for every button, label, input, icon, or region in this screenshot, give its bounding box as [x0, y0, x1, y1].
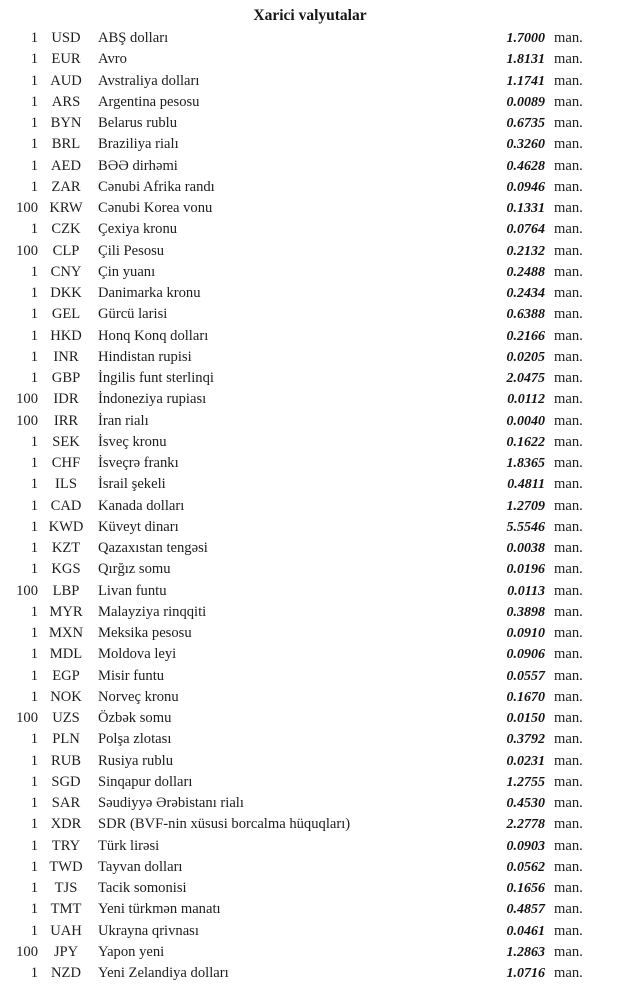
currency-name-cell: Sinqapur dolları	[98, 773, 193, 790]
rate-row	[0, 857, 620, 878]
rate-row	[0, 92, 620, 113]
quantity-cell: 1	[30, 858, 38, 875]
rate-value-cell: 0.0038	[506, 541, 545, 556]
currency-name-cell: Gürcü larisi	[98, 306, 168, 323]
unit-cell: man.	[554, 391, 583, 408]
currency-code-cell: USD	[51, 30, 81, 46]
currency-code-cell: UZS	[52, 710, 80, 726]
currency-code-cell: ILS	[55, 476, 77, 493]
rate-value-cell: 0.0196	[506, 562, 545, 578]
rate-value-cell: 0.0764	[506, 222, 545, 238]
quantity-cell: 1	[30, 880, 38, 896]
currency-name-cell: Çili Pesosu	[98, 242, 165, 259]
currency-name-cell: Braziliya rialı	[98, 136, 179, 153]
rate-value-cell: 1.2863	[506, 944, 545, 960]
quantity-cell: 1	[30, 51, 38, 68]
unit-cell: man.	[554, 901, 583, 918]
rate-value-cell: 5.5546	[506, 519, 545, 535]
currency-code-cell: BRL	[51, 136, 81, 153]
unit-cell: man.	[554, 667, 583, 684]
currency-code-cell: CHF	[51, 455, 81, 471]
unit-cell: man.	[554, 518, 583, 535]
quantity-cell: 1	[30, 816, 38, 833]
unit-cell: man.	[554, 306, 583, 323]
currency-name-cell: Misir funtu	[98, 667, 165, 684]
currency-code-cell: TWD	[49, 858, 83, 875]
currency-name-cell: İran rialı	[98, 412, 149, 429]
quantity-cell: 1	[30, 646, 38, 663]
currency-code-cell: JPY	[53, 943, 79, 960]
currency-code-cell: TJS	[54, 880, 78, 896]
currency-code-cell: SGD	[51, 773, 81, 790]
quantity-cell: 1	[30, 178, 38, 195]
currency-code-cell: AED	[51, 157, 81, 174]
rate-value-cell: 0.4530	[506, 796, 545, 811]
rate-row	[0, 347, 620, 368]
rate-row	[0, 878, 620, 899]
currency-name-cell: Qazaxıstan tengəsi	[98, 540, 208, 556]
rate-value-cell: 0.1656	[506, 881, 545, 896]
quantity-cell: 1	[30, 285, 38, 301]
currency-code-cell: DKK	[50, 285, 82, 301]
currency-name-cell: Türk lirəsi	[98, 837, 160, 854]
rate-row	[0, 517, 620, 538]
currency-name-cell: Özbək somu	[98, 710, 172, 726]
rate-value-cell: 0.1670	[506, 689, 545, 705]
unit-cell: man.	[554, 561, 583, 578]
quantity-cell: 1	[30, 603, 38, 620]
rates-table	[0, 28, 620, 984]
currency-code-cell: EGP	[52, 667, 80, 684]
unit-cell: man.	[554, 412, 583, 429]
rate-value-cell: 1.8131	[506, 52, 545, 68]
quantity-cell: 1	[30, 497, 38, 514]
currency-name-cell: Cənubi Korea vonu	[98, 200, 213, 216]
currency-name-cell: Polşa zlotası	[98, 731, 172, 748]
quantity-cell: 1	[30, 901, 38, 918]
unit-cell: man.	[554, 263, 583, 280]
currency-name-cell: Tacik somonisi	[98, 880, 187, 896]
quantity-cell: 1	[30, 370, 38, 386]
quantity-cell: 1	[30, 625, 38, 641]
unit-cell: man.	[554, 965, 583, 981]
quantity-cell: 1	[30, 688, 38, 705]
rate-value-cell: 0.0562	[506, 859, 545, 875]
rate-row	[0, 389, 620, 410]
quantity-cell: 1	[30, 540, 38, 556]
currency-code-cell: KRW	[49, 200, 83, 216]
unit-cell: man.	[554, 646, 583, 663]
currency-code-cell: CZK	[51, 221, 81, 238]
unit-cell: man.	[554, 433, 583, 450]
rate-row	[0, 432, 620, 453]
currency-name-cell: Kanada dolları	[98, 497, 185, 514]
unit-cell: man.	[554, 72, 583, 89]
unit-cell: man.	[554, 455, 583, 471]
currency-name-cell: Malayziya rinqqiti	[98, 603, 207, 620]
quantity-cell: 100	[16, 200, 38, 216]
rate-value-cell: 0.0557	[506, 668, 545, 684]
quantity-cell: 1	[30, 752, 38, 769]
rate-value-cell: 0.6388	[506, 307, 545, 323]
quantity-cell: 1	[30, 795, 38, 811]
rate-row	[0, 623, 620, 644]
currency-name-cell: Avro	[98, 51, 127, 68]
unit-cell: man.	[554, 625, 583, 641]
currency-code-cell: IDR	[53, 391, 79, 408]
currency-name-cell: İsveçrə frankı	[98, 455, 179, 471]
quantity-cell: 1	[30, 476, 38, 493]
page-title: Xarici valyutalar	[253, 7, 367, 24]
currency-code-cell: TMT	[50, 901, 82, 918]
rate-value-cell: 1.1741	[506, 73, 545, 89]
rate-row	[0, 942, 620, 963]
currency-name-cell: ABŞ dolları	[98, 30, 169, 46]
rate-value-cell: 0.6735	[506, 116, 545, 131]
quantity-cell: 1	[30, 731, 38, 748]
currency-code-cell: CNY	[50, 263, 82, 280]
unit-cell: man.	[554, 370, 583, 386]
quantity-cell: 1	[30, 773, 38, 790]
rate-value-cell: 0.0461	[506, 923, 545, 939]
rate-value-cell: 0.2132	[506, 243, 545, 259]
rate-value-cell: 0.0112	[507, 392, 545, 408]
quantity-cell: 1	[30, 327, 38, 344]
currency-name-cell: Səudiyyə Ərəbistanı rialı	[98, 795, 244, 811]
rate-row	[0, 496, 620, 517]
currency-code-cell: GEL	[51, 306, 81, 323]
currency-name-cell: Çin yuanı	[98, 263, 156, 280]
currency-name-cell: Rusiya rublu	[98, 752, 173, 769]
quantity-cell: 1	[30, 965, 38, 981]
rate-value-cell: 0.4811	[507, 477, 545, 493]
currency-code-cell: HKD	[50, 327, 82, 344]
unit-cell: man.	[554, 242, 583, 259]
unit-cell: man.	[554, 115, 583, 131]
unit-cell: man.	[554, 880, 583, 896]
currency-code-cell: AUD	[50, 72, 82, 89]
rate-value-cell: 0.1331	[506, 201, 545, 216]
currency-name-cell: Livan funtu	[98, 582, 167, 599]
currency-name-cell: Belarus rublu	[98, 115, 178, 131]
rate-row	[0, 219, 620, 240]
rate-value-cell: 0.0910	[506, 626, 545, 641]
unit-cell: man.	[554, 327, 583, 344]
unit-cell: man.	[554, 497, 583, 514]
currency-code-cell: NZD	[51, 965, 81, 981]
quantity-cell: 1	[30, 348, 38, 365]
rate-row	[0, 134, 620, 155]
rate-row	[0, 28, 620, 49]
rate-row	[0, 411, 620, 432]
rate-row	[0, 71, 620, 92]
rate-value-cell: 0.3898	[506, 604, 545, 620]
currency-code-cell: NOK	[50, 688, 82, 705]
quantity-cell: 1	[30, 433, 38, 450]
rate-value-cell: 2.2778	[506, 817, 545, 833]
quantity-cell: 1	[30, 306, 38, 323]
rate-row	[0, 326, 620, 347]
currency-code-cell: INR	[53, 348, 79, 365]
quantity-cell: 1	[30, 263, 38, 280]
currency-name-cell: Qırğız somu	[98, 561, 171, 578]
rate-value-cell: 0.3792	[506, 732, 545, 748]
rate-row	[0, 368, 620, 389]
quantity-cell: 1	[30, 72, 38, 89]
quantity-cell: 1	[30, 221, 38, 238]
currency-code-cell: CAD	[50, 497, 82, 514]
unit-cell: man.	[554, 858, 583, 875]
quantity-cell: 1	[30, 455, 38, 471]
rate-row	[0, 687, 620, 708]
quantity-cell: 1	[30, 837, 38, 854]
currency-name-cell: SDR (BVF-nin xüsusi borcalma hüquqları)	[98, 816, 351, 833]
unit-cell: man.	[554, 285, 583, 301]
rate-value-cell: 0.2434	[506, 286, 545, 301]
rate-row	[0, 729, 620, 750]
rate-row	[0, 241, 620, 262]
rate-row	[0, 644, 620, 665]
quantity-cell: 1	[30, 30, 38, 46]
unit-cell: man.	[554, 93, 583, 110]
rate-value-cell: 0.0113	[507, 583, 545, 599]
quantity-cell: 1	[30, 667, 38, 684]
quantity-cell: 1	[30, 93, 38, 110]
quantity-cell: 100	[16, 943, 38, 960]
currency-code-cell: MYR	[49, 603, 83, 620]
unit-cell: man.	[554, 922, 583, 939]
rate-value-cell: 0.0089	[506, 94, 545, 110]
currency-code-cell: RUB	[50, 752, 81, 769]
currency-code-cell: PLN	[52, 731, 80, 748]
rate-row	[0, 177, 620, 198]
unit-cell: man.	[554, 795, 583, 811]
rate-row	[0, 453, 620, 474]
currency-code-cell: MXN	[48, 625, 84, 641]
rate-row	[0, 708, 620, 729]
unit-cell: man.	[554, 51, 583, 68]
currency-code-cell: UAH	[50, 922, 82, 939]
currency-name-cell: Norveç kronu	[98, 688, 179, 705]
quantity-cell: 1	[30, 518, 38, 535]
unit-cell: man.	[554, 816, 583, 833]
rate-value-cell: 0.0946	[506, 179, 545, 195]
rate-row	[0, 304, 620, 325]
rate-row	[0, 198, 620, 219]
currency-name-cell: Cənubi Afrika randı	[98, 178, 215, 195]
unit-cell: man.	[554, 136, 583, 153]
rate-value-cell: 0.0150	[506, 711, 545, 726]
unit-cell: man.	[554, 582, 583, 599]
unit-cell: man.	[554, 476, 583, 493]
currency-code-cell: XDR	[50, 816, 82, 833]
currency-code-cell: SEK	[52, 433, 80, 450]
quantity-cell: 1	[30, 136, 38, 153]
rate-value-cell: 1.2755	[506, 774, 545, 790]
rate-row	[0, 963, 620, 984]
rate-row	[0, 772, 620, 793]
rate-value-cell: 2.0475	[506, 371, 545, 386]
unit-cell: man.	[554, 178, 583, 195]
currency-code-cell: CLP	[52, 242, 80, 259]
currency-code-cell: KZT	[51, 540, 81, 556]
currency-code-cell: ARS	[51, 93, 81, 110]
currency-code-cell: BYN	[50, 115, 82, 131]
currency-rates-page	[0, 7, 620, 984]
unit-cell: man.	[554, 221, 583, 238]
currency-code-cell: LBP	[52, 582, 80, 599]
currency-name-cell: Yapon yeni	[98, 943, 165, 960]
rate-row	[0, 602, 620, 623]
currency-name-cell: Çexiya kronu	[98, 221, 178, 238]
unit-cell: man.	[554, 603, 583, 620]
rate-row	[0, 156, 620, 177]
rate-value-cell: 0.0903	[506, 838, 545, 854]
rate-value-cell: 1.8365	[506, 456, 545, 471]
unit-cell: man.	[554, 731, 583, 748]
rate-row	[0, 751, 620, 772]
rate-value-cell: 0.1622	[506, 434, 545, 450]
rate-value-cell: 0.4628	[506, 158, 545, 174]
rate-value-cell: 0.0906	[506, 647, 545, 663]
currency-name-cell: İsrail şekeli	[98, 476, 166, 493]
rate-row	[0, 559, 620, 580]
unit-cell: man.	[554, 348, 583, 365]
currency-code-cell: GBP	[51, 370, 81, 386]
rate-value-cell: 0.4857	[506, 902, 545, 918]
quantity-cell: 1	[30, 561, 38, 578]
rate-value-cell: 0.0231	[506, 753, 545, 769]
unit-cell: man.	[554, 688, 583, 705]
currency-code-cell: MDL	[49, 646, 83, 663]
currency-name-cell: Hindistan rupisi	[98, 348, 192, 365]
unit-cell: man.	[554, 540, 583, 556]
unit-cell: man.	[554, 157, 583, 174]
currency-code-cell: EUR	[51, 51, 81, 68]
rate-row	[0, 581, 620, 602]
rate-row	[0, 793, 620, 814]
currency-code-cell: TRY	[51, 837, 81, 854]
rate-row	[0, 814, 620, 835]
rate-row	[0, 921, 620, 942]
rate-value-cell: 0.2488	[506, 264, 545, 280]
quantity-cell: 1	[30, 115, 38, 131]
unit-cell: man.	[554, 837, 583, 854]
rate-row	[0, 49, 620, 70]
unit-cell: man.	[554, 943, 583, 960]
rate-value-cell: 0.2166	[506, 328, 545, 344]
currency-name-cell: Moldova leyi	[98, 646, 177, 663]
currency-code-cell: KWD	[48, 518, 84, 535]
currency-code-cell: KGS	[51, 561, 81, 578]
currency-name-cell: Yeni Zelandiya dolları	[98, 965, 229, 981]
unit-cell: man.	[554, 30, 583, 46]
currency-name-cell: Ukrayna qrivnası	[98, 922, 199, 939]
rate-value-cell: 0.3260	[506, 137, 545, 153]
rate-row	[0, 113, 620, 134]
quantity-cell: 1	[30, 922, 38, 939]
quantity-cell: 100	[16, 710, 38, 726]
currency-name-cell: Honq Konq dolları	[98, 327, 209, 344]
rate-value-cell: 0.0205	[506, 349, 545, 365]
currency-name-cell: İndoneziya rupiası	[98, 391, 207, 408]
currency-code-cell: IRR	[53, 412, 79, 429]
currency-name-cell: Argentina pesosu	[98, 93, 200, 110]
currency-name-cell: Avstraliya dolları	[98, 72, 200, 89]
quantity-cell: 100	[16, 582, 38, 599]
rate-row	[0, 283, 620, 304]
currency-name-cell: Danimarka kronu	[98, 285, 201, 301]
rate-row	[0, 666, 620, 687]
rate-row	[0, 836, 620, 857]
rate-value-cell: 0.0040	[506, 413, 545, 429]
quantity-cell: 1	[30, 157, 38, 174]
rate-row	[0, 538, 620, 559]
rate-row	[0, 474, 620, 495]
currency-code-cell: ZAR	[51, 178, 81, 195]
unit-cell: man.	[554, 752, 583, 769]
rate-value-cell: 1.7000	[506, 31, 545, 46]
unit-cell: man.	[554, 710, 583, 726]
quantity-cell: 100	[16, 391, 38, 408]
currency-name-cell: İngilis funt sterlinqi	[98, 370, 214, 386]
currency-name-cell: Yeni türkmən manatı	[98, 901, 221, 918]
quantity-cell: 100	[16, 242, 38, 259]
currency-code-cell: SAR	[51, 795, 81, 811]
currency-name-cell: Meksika pesosu	[98, 625, 192, 641]
rate-value-cell: 1.0716	[506, 966, 545, 981]
rate-value-cell: 1.2709	[506, 498, 545, 514]
currency-name-cell: Küveyt dinarı	[98, 518, 179, 535]
rate-row	[0, 262, 620, 283]
currency-name-cell: Tayvan dolları	[98, 858, 183, 875]
unit-cell: man.	[554, 200, 583, 216]
currency-name-cell: İsveç kronu	[98, 433, 167, 450]
currency-name-cell: BƏƏ dirhəmi	[98, 157, 178, 174]
rate-row	[0, 899, 620, 920]
quantity-cell: 100	[16, 412, 38, 429]
unit-cell: man.	[554, 773, 583, 790]
